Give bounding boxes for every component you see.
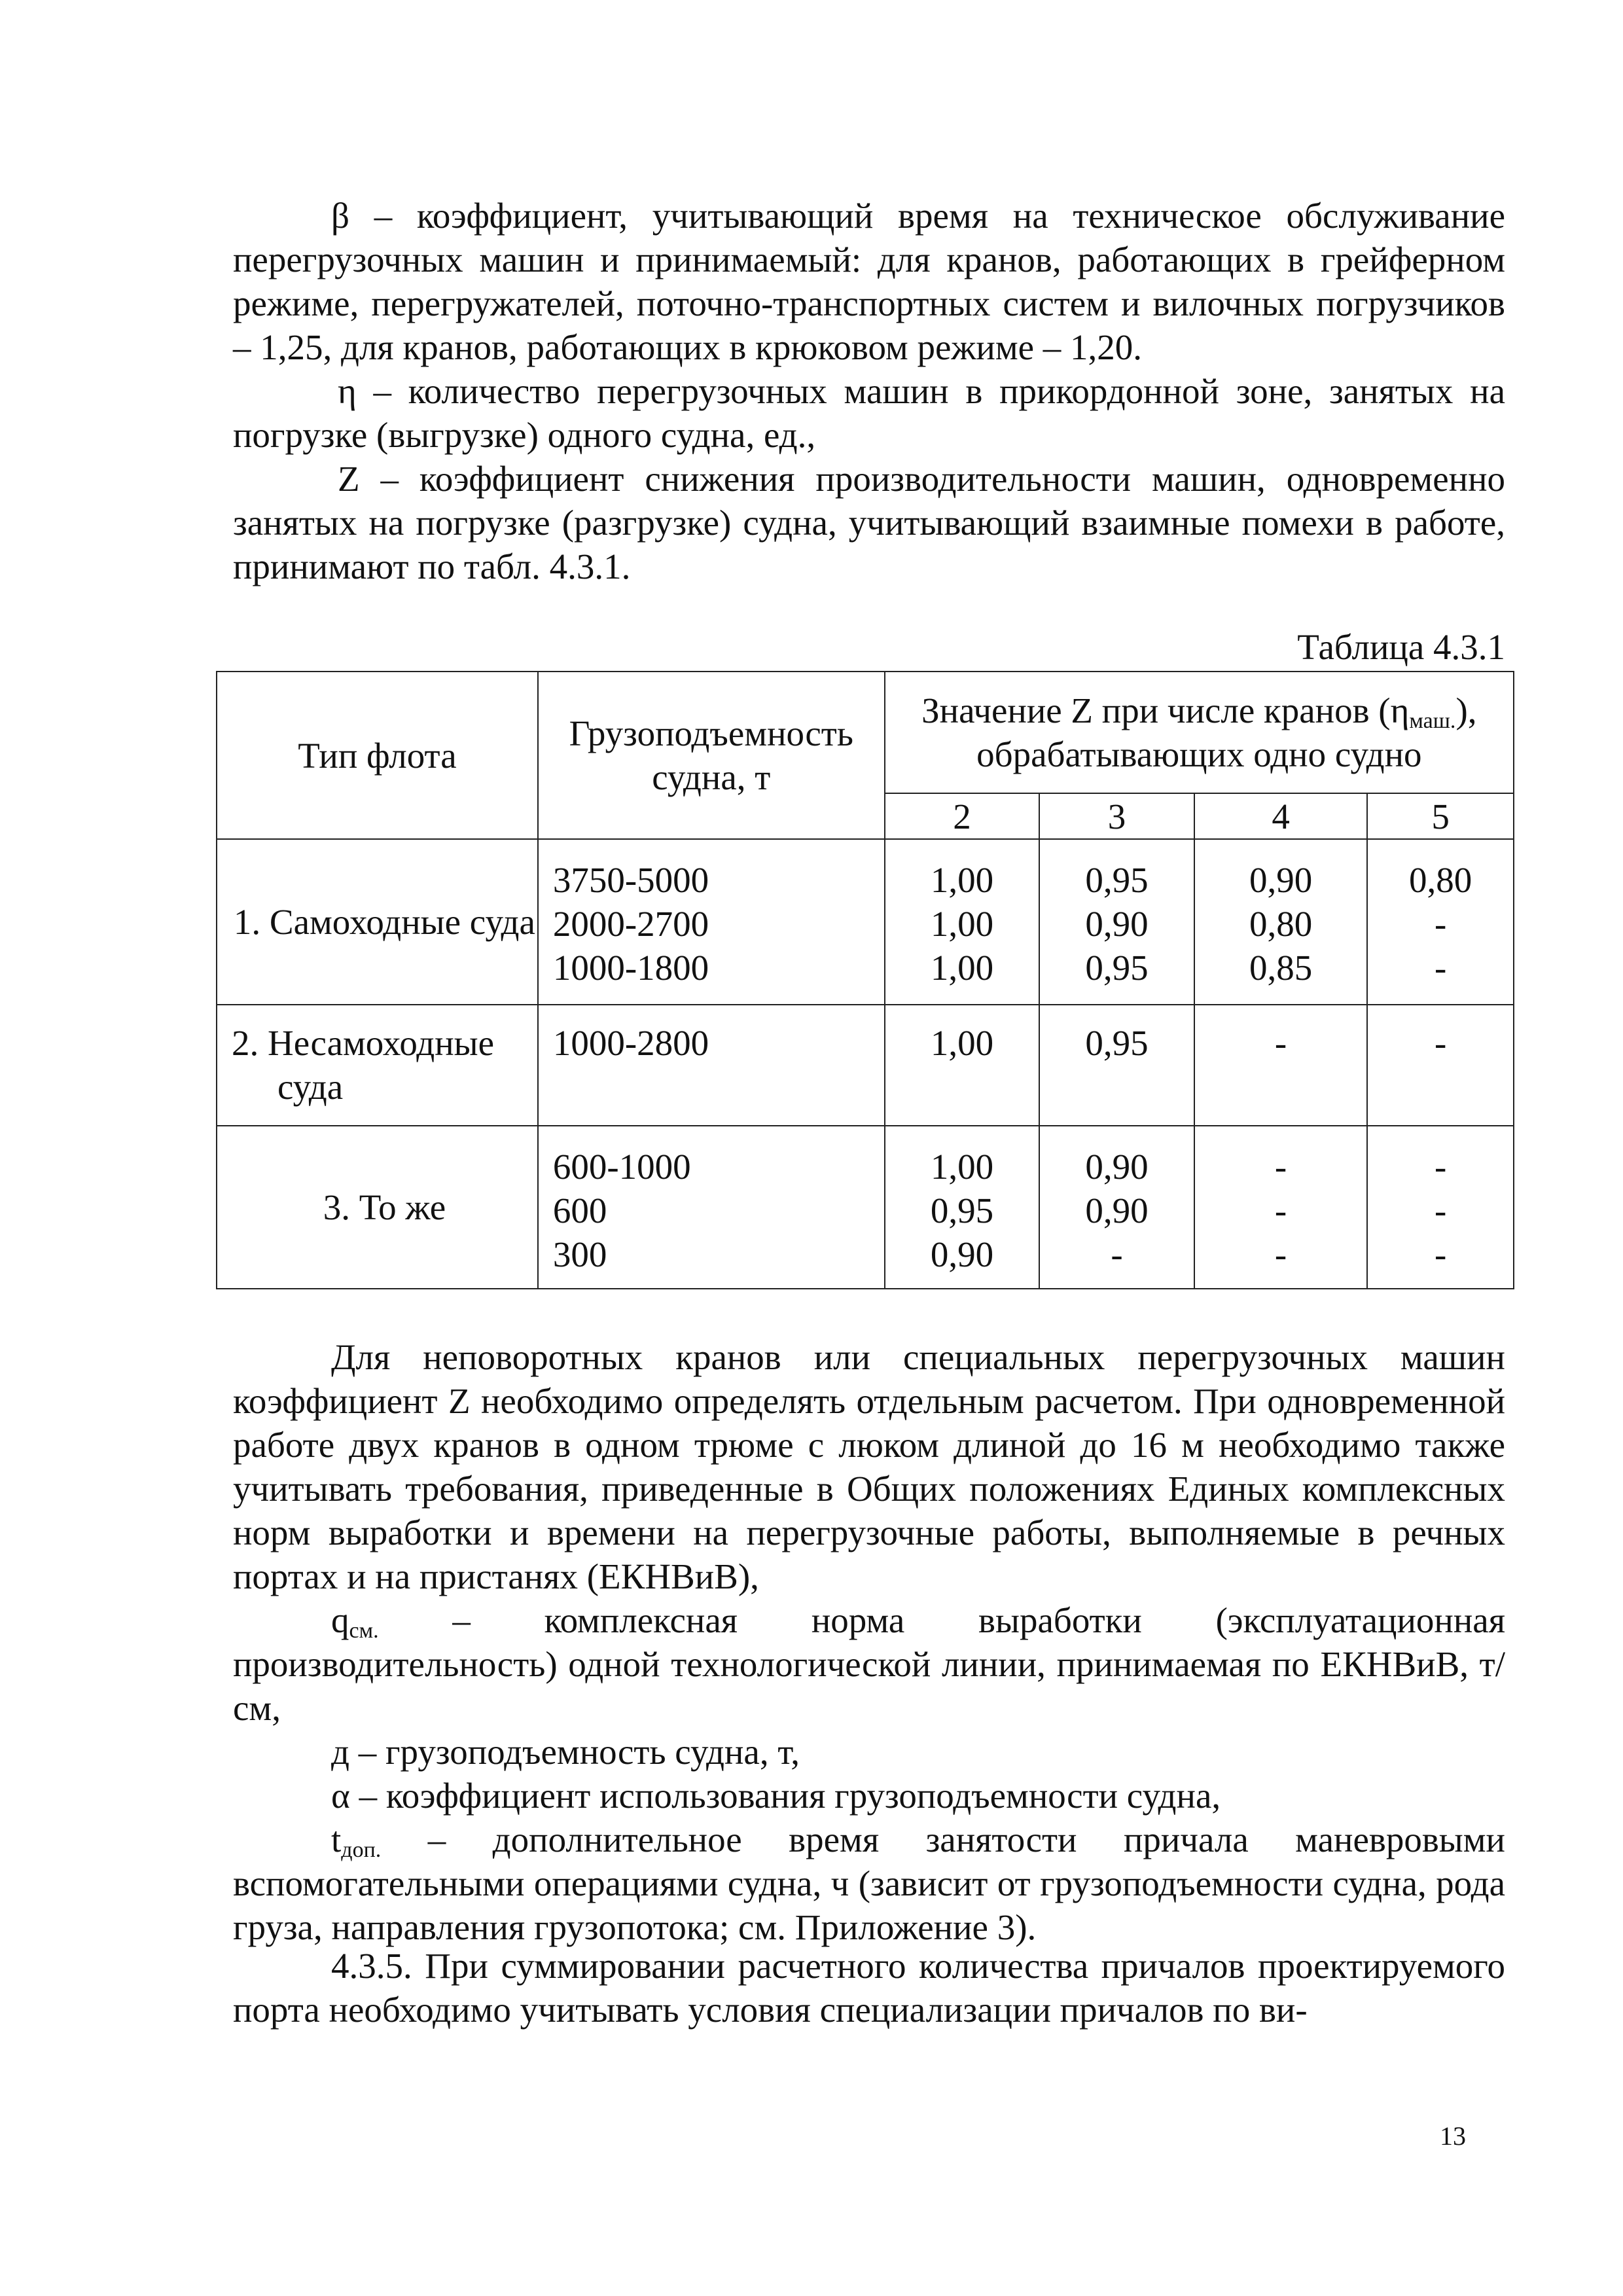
z-value: - [1274, 1147, 1287, 1187]
capacity-value: 600-1000 [552, 1147, 691, 1187]
z-value: - [1435, 948, 1447, 988]
z-cell-4 [1194, 1126, 1368, 1289]
z-definition: Z – коэффициент снижения производительности машин, одновременно занятых на погрузке (разгрузке) судна, учитывающий взаимные помехи в работе, принимают по табл. 4.3.1. [233, 459, 1505, 586]
z-value: 0,95 [1085, 1023, 1149, 1063]
eta-definition: η – количество перегрузочных машин в прикордонной зоне, занятых на погрузке (выгрузке) одного судна, ед., [233, 371, 1505, 455]
header-z-sub: маш. [1409, 709, 1456, 733]
t-text: – дополнительное время занятости причала маневровыми вспомогательными операциями судна, ч (зависит от грузоподъемности судна, рода груза, направления грузопотока; см. Приложение 3). [233, 1820, 1505, 1947]
z-value: 1,00 [930, 948, 994, 988]
z-value: 0,85 [1249, 948, 1313, 988]
q-definition [233, 1598, 1505, 1730]
table-row [217, 1005, 1514, 1126]
header-capacity-label: Грузоподъемность судна, т [569, 713, 853, 797]
header-z-value [885, 672, 1514, 793]
header-cranes-2: 2 [885, 793, 1040, 839]
z-value: 1,00 [930, 1023, 994, 1063]
capacity-value: 1000-1800 [552, 948, 709, 988]
z-value: 0,95 [930, 1191, 994, 1230]
z-value: - [1435, 1191, 1447, 1230]
z-value: 0,90 [1249, 860, 1313, 900]
fleet-cell [217, 1005, 538, 1126]
z-cell-5 [1367, 1126, 1514, 1289]
fleet-cell [217, 839, 538, 1005]
table-row [217, 1126, 1514, 1289]
alpha-definition: α – коэффициент использования грузоподъемности судна, [331, 1776, 1221, 1816]
non-rotating-cranes-paragraph: Для неповоротных кранов или специальных перегрузочных машин коэффициент Z необходимо определять отдельным расчетом. При одновременной работе двух кранов в одном трюме с люком длиной до 16 м необходимо также учитывать требования, приведенные в Общих положениях Единых комплексных норм выработки и времени на перегрузочные работы, выполняемые в речных портах и на пристанях (ЕКНВиВ), [233, 1337, 1505, 1596]
z-value: - [1435, 1023, 1447, 1063]
z-value: 0,95 [1085, 948, 1149, 988]
t-definition [233, 1818, 1505, 1949]
z-value: 1,00 [930, 904, 994, 944]
capacity-cell [538, 1005, 885, 1126]
fleet-label: 1. Самоходные суда [233, 902, 535, 942]
t-symbol: t [331, 1820, 342, 1859]
z-cell-5 [1367, 1005, 1514, 1126]
z-cell-3 [1039, 1126, 1194, 1289]
z-value: - [1435, 1147, 1447, 1187]
z-value: 0,95 [1085, 860, 1149, 900]
z-cell-4 [1194, 1005, 1368, 1126]
fleet-label: 2. Несамоходные суда [232, 1023, 495, 1107]
capacity-cell [538, 839, 885, 1005]
z-value: - [1435, 1234, 1447, 1274]
t-subscript: доп. [341, 1838, 382, 1862]
capacity-cell [538, 1126, 885, 1289]
header-z-close: ), [1455, 691, 1477, 730]
z-value: 0,80 [1409, 860, 1472, 900]
header-cranes-5: 5 [1367, 793, 1514, 839]
z-cell-5 [1367, 839, 1514, 1005]
header-z-text: Значение Z при числе кранов (η [921, 691, 1410, 730]
capacity-value: 3750-5000 [552, 860, 709, 900]
capacity-value: 300 [552, 1234, 607, 1274]
beta-definition: β – коэффициент, учитывающий время на техническое обслуживание перегрузочных машин и принимаемый: для кранов, работающих в грейферном режиме, перегружателей, поточно-транспортных систем и вилочных погрузчиков – 1,25, для кранов, работающих в крюковом режиме – 1,20. [233, 196, 1505, 367]
z-value: 0,90 [1085, 1191, 1149, 1230]
q-text: – комплексная норма выработки (эксплуатационная производительность) одной технологической линии, принимаемая по ЕКНВиВ, т/см, [233, 1600, 1505, 1728]
table-caption: Таблица 4.3.1 [1297, 627, 1505, 667]
z-cell-2 [885, 839, 1040, 1005]
z-cell-2 [885, 1126, 1040, 1289]
z-cell-4 [1194, 839, 1368, 1005]
capacity-value: 2000-2700 [552, 904, 709, 944]
z-value: 0,80 [1249, 904, 1313, 944]
z-value: 1,00 [930, 860, 994, 900]
top-text-block [233, 194, 1505, 588]
z-cell-3 [1039, 1005, 1194, 1126]
z-value: - [1274, 1023, 1287, 1063]
page-number: 13 [1440, 2121, 1466, 2151]
q-symbol: q [331, 1600, 349, 1640]
header-cranes-3: 3 [1039, 793, 1194, 839]
header-fleet-type: Тип флота [217, 672, 538, 839]
z-value: 1,00 [930, 1147, 994, 1187]
d-definition: д – грузоподъемность судна, т, [331, 1732, 800, 1772]
middle-text-block [233, 1335, 1505, 1949]
header-capacity [538, 672, 885, 839]
header-z-line2: обрабатывающих одно судно [976, 734, 1422, 774]
fleet-cell [217, 1126, 538, 1289]
section-4-3-5-paragraph: 4.3.5. При суммировании расчетного количества причалов проектируемого порта необходимо учитывать условия специализации причалов по ви- [233, 1946, 1505, 2030]
z-value: 0,90 [1085, 1147, 1149, 1187]
z-cell-3 [1039, 839, 1194, 1005]
capacity-value: 1000-2800 [552, 1023, 709, 1063]
z-value: - [1274, 1234, 1287, 1274]
header-z-line1 [921, 691, 1477, 733]
z-value: 0,90 [1085, 904, 1149, 944]
fleet-label: 3. То же [323, 1187, 446, 1227]
z-cell-2 [885, 1005, 1040, 1126]
z-coefficient-table [216, 671, 1514, 1289]
q-subscript: см. [349, 1619, 379, 1643]
z-value: - [1111, 1234, 1123, 1274]
z-value: - [1274, 1191, 1287, 1230]
header-cranes-4: 4 [1194, 793, 1368, 839]
z-value: 0,90 [930, 1234, 994, 1274]
capacity-value: 600 [552, 1191, 607, 1230]
bottom-text-block [233, 1944, 1505, 2032]
z-value: - [1435, 904, 1447, 944]
table-row [217, 839, 1514, 1005]
